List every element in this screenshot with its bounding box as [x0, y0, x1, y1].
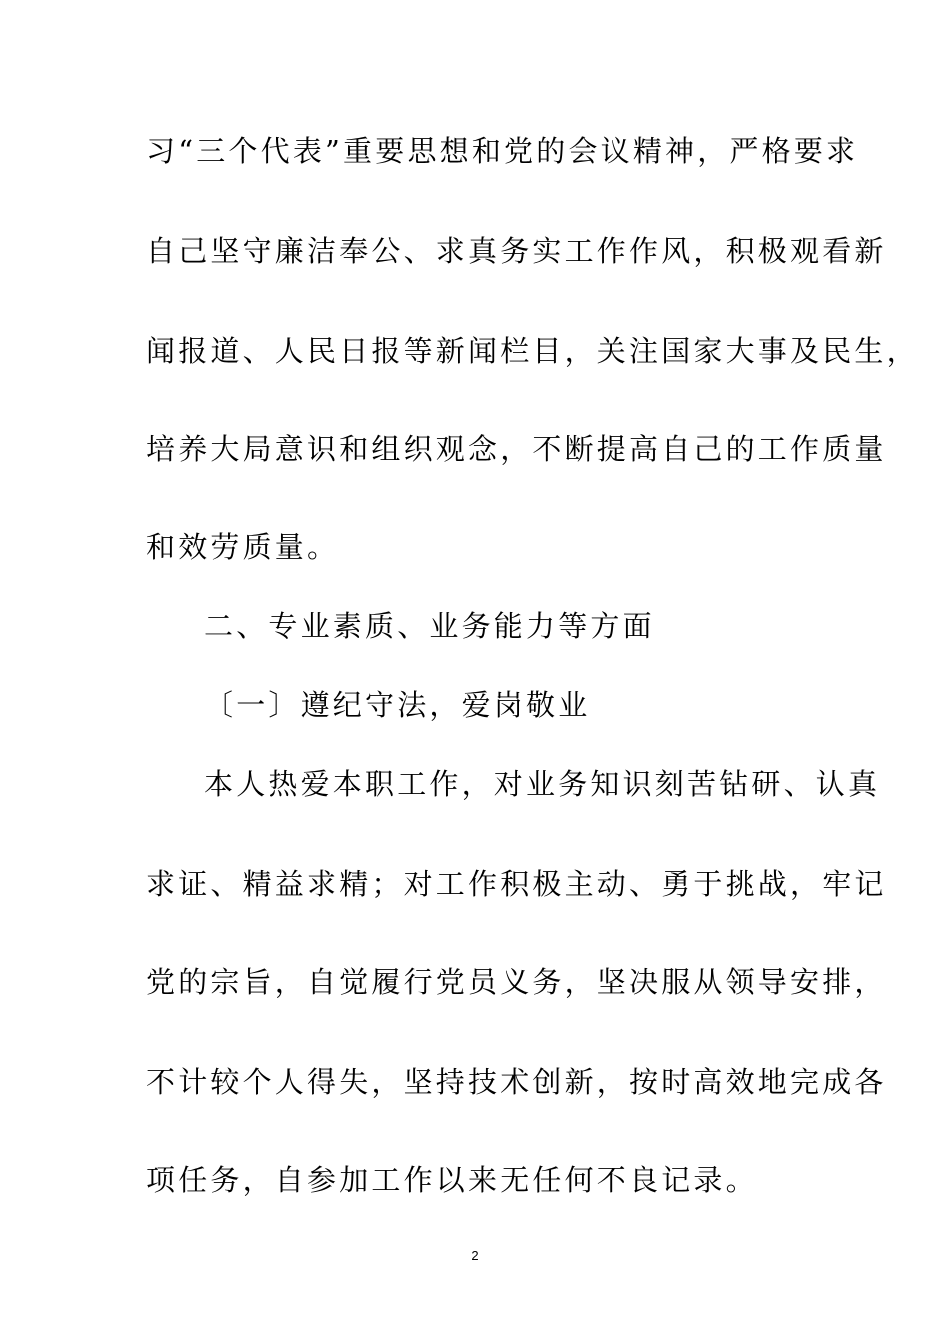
paragraph-line-10: 项任务，自参加工作以来无任何不良记录。 [146, 1163, 758, 1197]
paragraph-line-3: 闻报道、人民日报等新闻栏目，关注国家大事及民生， [146, 334, 919, 368]
paragraph-line-8: 党的宗旨，自觉履行党员义务，坚决服从领导安排， [146, 965, 887, 999]
paragraph-line-6: 本人热爱本职工作，对业务知识刻苦钻研、认真 [204, 767, 881, 801]
subsection-heading: 〔一〕遵纪守法，爱岗敬业 [204, 688, 591, 722]
paragraph-line-1: 习“三个代表”重要思想和党的会议精神，严格要求 [146, 134, 859, 168]
paragraph-line-5: 和效劳质量。 [146, 530, 340, 564]
page-number: 2 [471, 1248, 479, 1263]
paragraph-line-4: 培养大局意识和组织观念，不断提高自己的工作质量 [146, 432, 887, 466]
paragraph-line-2: 自己坚守廉洁奉公、求真务实工作作风，积极观看新 [146, 234, 887, 268]
paragraph-line-7: 求证、精益求精；对工作积极主动、勇于挑战，牢记 [146, 867, 887, 901]
paragraph-line-9: 不计较个人得失，坚持技术创新，按时高效地完成各 [146, 1065, 887, 1099]
section-heading: 二、专业素质、业务能力等方面 [204, 609, 655, 643]
